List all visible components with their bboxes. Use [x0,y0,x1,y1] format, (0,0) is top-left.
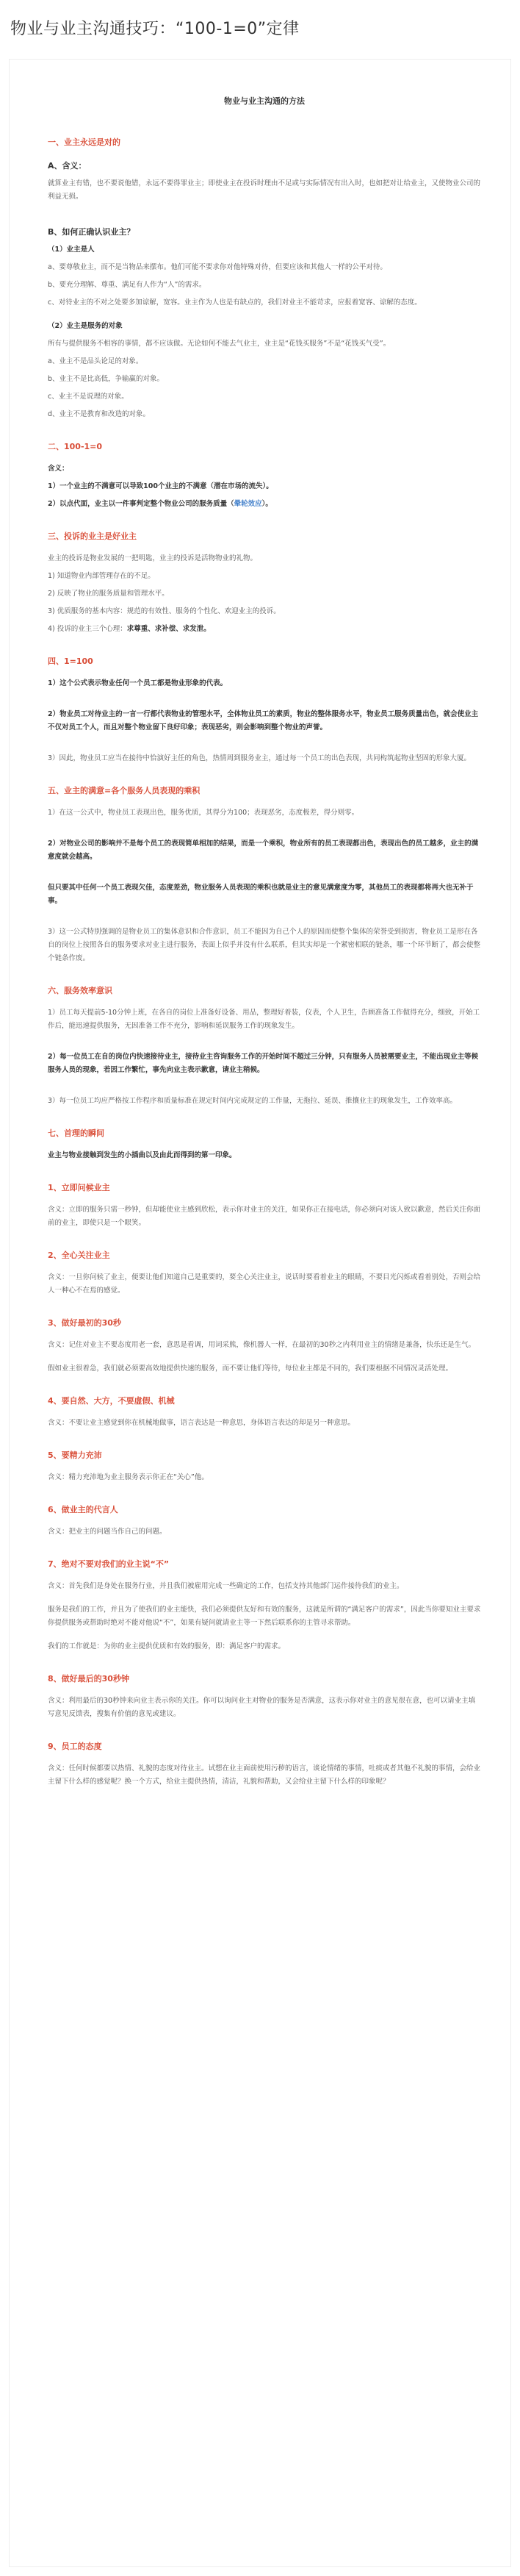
s1-b2-c: c、业主不是说理的对象。 [48,393,129,401]
s7-item6-text: 含义：把业主的问题当作自己的问题。 [48,1528,167,1536]
s4-p2: 2）物业员工对待业主的一言一行都代表物业的管理水平，全体物业员工的素质，物业的整体服务水平，物业员工服务质量出色，就会使业主不仅对员工个人，而且对整个物业留下良好印象；表现恶劣，则会影响到整个物业的声誉。 [48,710,479,731]
s7-item5-text: 含义：精力充沛地为业主服务表示你正在“关心”他。 [48,1473,209,1481]
s7-item2-text: 含义：一旦你问候了业主，便要让他们知道自己是重要的，要全心关注业主，说话时要看着业主的眼睛，不要目光闪烁或看着别处，否则会给人一种心不在焉的感觉。 [48,1273,481,1295]
section-7 [48,1127,481,1789]
section-5-heading: 五、业主的满意=各个服务人员表现的乘积 [48,786,201,795]
s7-item5-heading: 5、要精力充沛 [48,1450,102,1460]
s2-meaning: 含义： [48,465,69,473]
s7-item3-text: 含义：记住对业主不要态度用老一套，意思是看调，用词采熊，像机器人一样，在最初的30秒之内利用业主的情绪是兼备，快乐还是生气。 [48,1341,476,1349]
s5-p2: 2）对物业公司的影响并不是每个员工的表现简单相加的结果，而是一个乘积，物业所有的员工表现都出色，表现出色的员工越多，业主的满意度就会越高。 [48,840,479,861]
s7-item1-text: 含义：立即的服务只需一秒钟，但却能使业主感到欣松，表示你对业主的关注，如果你正在接电话，你必须向对该人致以歉意，然后关注你面前的业主，即使只是一个眼笑。 [48,1206,481,1227]
s5-p1: 1）在这一公式中，物业员工表现出色，服务优质，其得分为100；表现恶劣，态度极差，得分则零。 [48,809,359,817]
section-2 [48,440,481,511]
s1-b2-d: d、业主不是教育和改造的对象。 [48,410,151,418]
s1-b1-c: c、对待业主的不对之处要多加谅解，宽容。业主作为人也是有缺点的，我们对业主不能苛求，应报着宽容、谅解的态度。 [48,298,422,307]
s6-p1: 1）员工每天提前5-10分钟上班，在各自的岗位上准备好设备、用品，整理好着装，仪表，个人卫生，告顾准备工作做得充分，细致，开始工作后，能迅速提供服务，无因准备工作不充分，影响和延误服务工作的现象发生。 [48,1009,480,1030]
s1-a-text: 就算业主有错，也不要说他错，永远不要得罪业主；即使业主在投诉时理由不足或与实际情况有出入时，也如把对让给业主，又使物业公司的利益无损。 [48,179,481,201]
halo-effect-link[interactable]: 晕轮效应 [234,500,262,508]
section-2-heading: 二、100-1=0 [48,442,103,451]
section-6 [48,984,481,1108]
section-3 [48,530,481,636]
s1-b1-heading: （1）业主是人 [48,246,95,254]
s3-p2: 2) 反映了物业的服务质量和管理水平。 [48,590,169,598]
s2-p1: 1）一个业主的不满意可以导致100个业主的不满意（潜在市场的流失）。 [48,482,273,490]
section-1-heading: 一、业主永远是对的 [48,137,120,147]
s4-p1: 1）这个公式表示物业任何一个员工都是物业形象的代表。 [48,679,228,687]
s1-b-heading: B、如何正确认识业主？ [48,227,135,237]
section-4 [48,655,481,765]
s7-item3-heading: 3、做好最初的30秒 [48,1318,121,1328]
s7-item9-text: 含义：任何时候都要以热情、礼貌的态度对待业主。试想在业主面前使用污秽的语言，谈论情绪的事情，吐痰或者其他不礼貌的事情，会给业主留下什么样的感觉呢？换一个方式，给业主提供热情，清洁，礼貌和帮助，又会给业主留下什么样的印象呢？ [48,1764,481,1786]
s3-p0: 业主的投诉是物业发展的一把明匙，业主的投诉是活物物业的礼物。 [48,554,258,562]
s7-item8-heading: 8、做好最后的30秒钟 [48,1674,129,1684]
section-4-heading: 四、1=100 [48,656,93,666]
s1-b2-b: b、业主不是比高低，争输赢的对象。 [48,375,165,383]
s7-intro: 业主与物业接触到发生的小插曲以及由此而得到的第一印象。 [48,1151,236,1159]
section-5 [48,784,481,965]
s7-item7-heading: 7、绝对不要对我们的业主说“不” [48,1559,170,1569]
s1-a-heading: A、含义： [48,161,87,171]
s1-b2-a: a、业主不是品头论足的对象。 [48,357,143,365]
s7-item9-heading: 9、员工的态度 [48,1742,102,1751]
s3-p3: 3) 优质服务的基本内容：规范的有效性、服务的个性化、欢迎业主的投诉。 [48,607,281,615]
s6-p2: 2）每一位员工在自的岗位内快速接待业主，接待业主咨询服务工作的开始时间不超过三分钟，只有服务人员被需要业主，不能出现业主等候服务人员的现象，若因工作繁忙，事先向业主表示歉意，请业主稍候。 [48,1053,479,1074]
s5-p4: 3）这一公式特别强调的是物业员工的集体意识和合作意识，员工不能因为自己个人的原因而使整个集体的荣誉受到损害，物业员工是形在各自的岗位上按照各自的服务要求对业主进行服务，表面上似乎并没有什么联系，但其实却是一个紧密相联的链条，哪一个环节断了，都会使整个链条作废。 [48,928,481,962]
article-title: 物业与业主沟通技巧：“100-1=0”定律 [10,20,300,38]
s1-b1-b: b、要充分理解、尊重、满足有人作为“人”的需求。 [48,281,206,289]
s7-item2-heading: 2、全心关注业主 [48,1251,110,1260]
s7-item4-text: 含义：不要让业主感觉到你在机械地做事，语言表达是一种意思，身体语言表达的却是另一种意思。 [48,1419,355,1427]
s7-item7-text3: 我们的工作就是：为你的业主提供优质和有效的服务，即：满足客户的需求。 [48,1642,286,1650]
s4-p3: 3）因此，物业员工应当在接待中恰演好主任的角色，热情周到服务业主，通过每一个员工的出色表现，共同构筑起物业坚固的形象大厦。 [48,754,472,762]
s1-b2-heading: （2）业主是服务的对象 [48,322,123,330]
s7-item8-text: 含义：利用最后的30秒钟来向业主表示你的关注。你可以询问业主对物业的服务是否满意，这表示你对业主的意见很在意，也可以请业主填写意见反馈表，搜集有价值的意见或建议。 [48,1697,476,1718]
s6-p3: 3）每一位员工均应严格按工作程序和质量标准在规定时间内完成规定的工作量，无拖拉、延误、推攘业主的现象发生，工作效率高。 [48,1097,458,1105]
section-1 [48,136,481,421]
card-title: 物业与业主沟通的方法 [224,96,305,106]
s3-p4: 4) 投诉的业主三个心理：求尊重、求补偿、求发泄。 [48,625,211,633]
section-6-heading: 六、服务效率意识 [48,986,112,995]
section-7-heading: 七、首理的瞬间 [48,1128,104,1138]
s7-item6-heading: 6、做业主的代言人 [48,1505,118,1514]
s7-item1-heading: 1、立即问候业主 [48,1183,110,1192]
s3-p1: 1) 知道物业内部管理存在的不足。 [48,572,155,580]
s5-p3: 但只要其中任何一个员工表现欠佳，态度差劲，物业服务人员表现的乘积也就是业主的意见满意度为零，其他员工的表现都将再大也无补于事。 [48,884,474,905]
content-card [9,59,511,2567]
s7-item3-text2: 假如业主很着急，我们就必须要高效地提供快速的服务，而不要让他们等待，每位业主都是不同的，我们要根据不同情况灵活处理。 [48,1364,453,1373]
s7-item4-heading: 4、要自然、大方，不要虚假、机械 [48,1396,175,1406]
s7-item7-text2: 服务是我们的工作，并且为了使我们的业主能快，我们必须提供友好和有效的服务，这就是所谓的“满足客户的需求”，因此当你要知业主要求你提供服务或帮助时绝对不能对他说“不”，如果有疑问就请业主等一下然后联系你的主管寻求帮助。 [48,1606,481,1627]
s1-b1-a: a、要尊敬业主，而不是当物品来摆布。他们可能不要求你对他特殊对待，但要应该和其他人一样的公平对待。 [48,263,387,271]
s2-p2: 2）以点代面，业主以一件事判定整个物业公司的服务质量（晕轮效应）。 [48,500,272,508]
s1-b2-text: 所有与提供服务不相容的事情，都不应该做。无论如何不能去气业主，业主是“花钱买服务”不是“花钱买气受”。 [48,340,391,348]
section-3-heading: 三、投诉的业主是好业主 [48,532,137,541]
s7-item7-text: 含义：首先我们是身处在服务行业，并且我们被雇用完成一些确定的工作，包括支持其他部门运作接待我们的业主。 [48,1582,404,1590]
